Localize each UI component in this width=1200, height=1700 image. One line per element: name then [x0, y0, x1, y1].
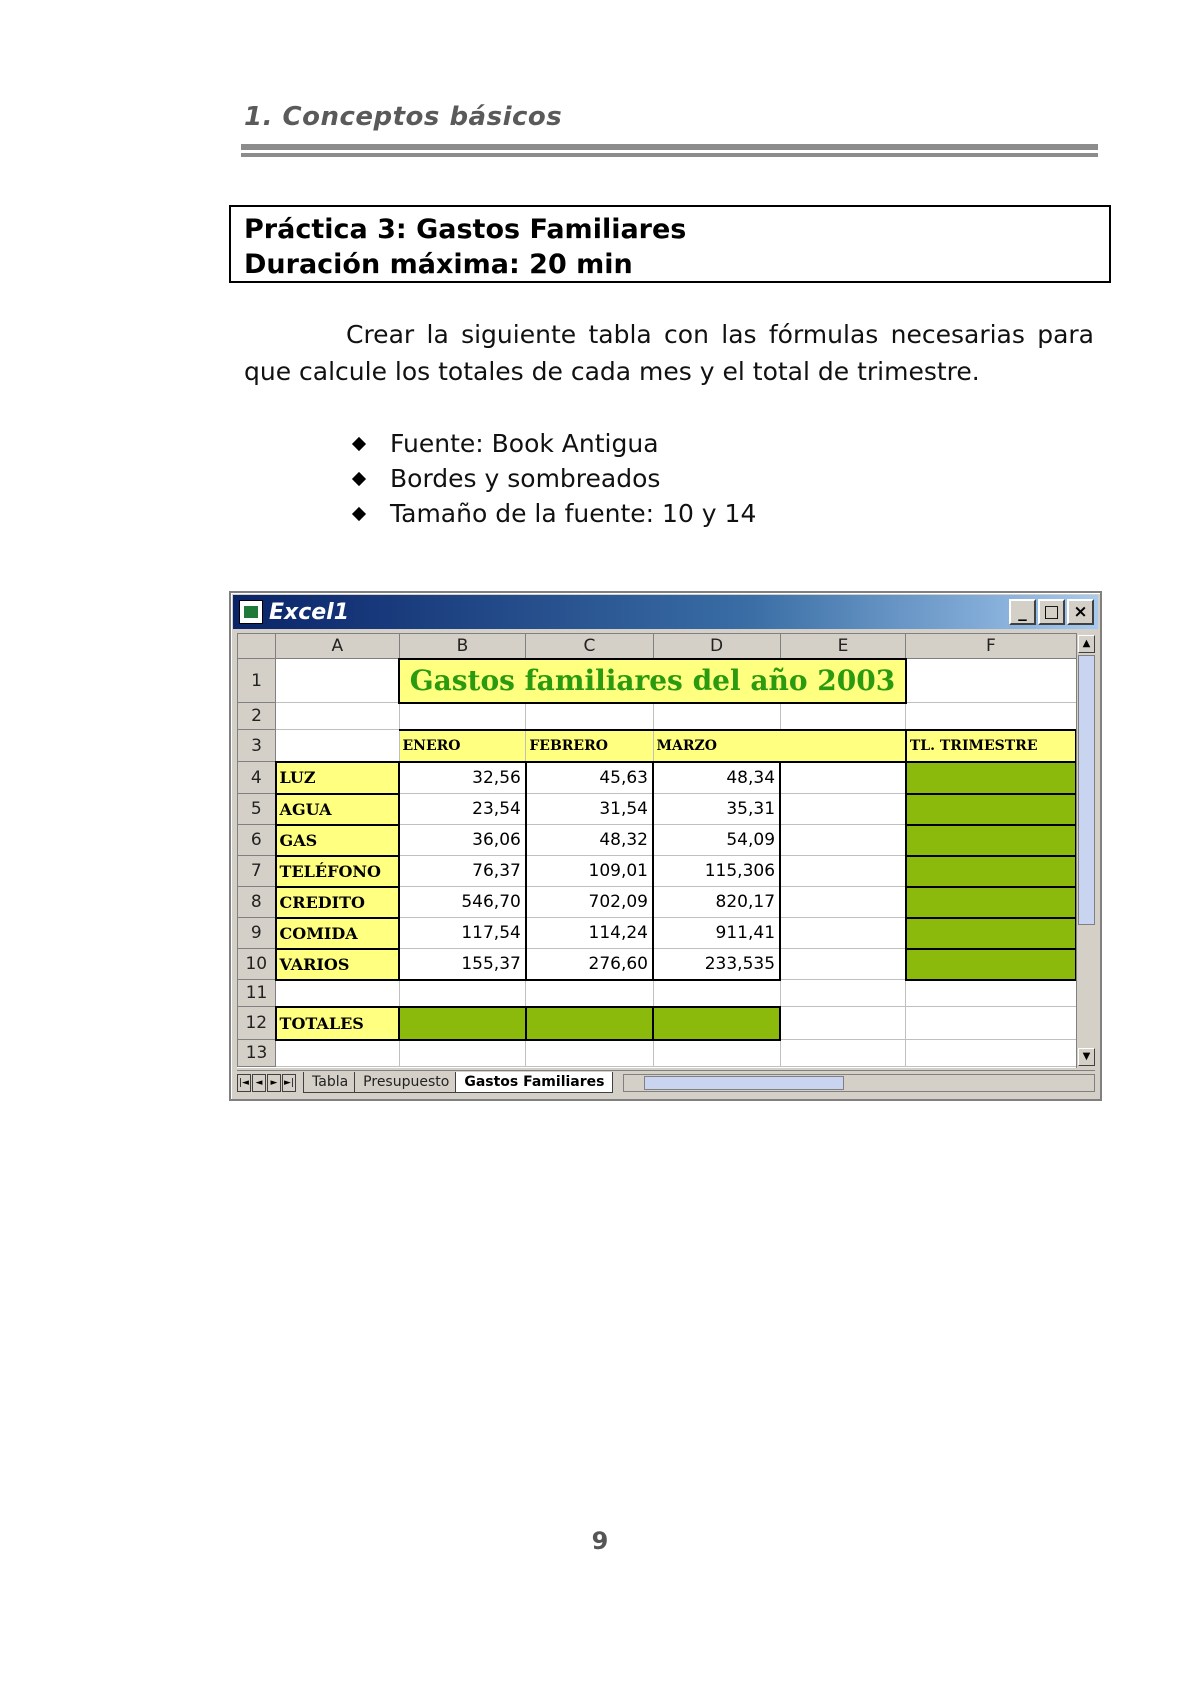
diamond-bullet-icon [352, 436, 366, 450]
cell[interactable] [276, 703, 399, 730]
cell[interactable] [526, 980, 653, 1007]
row-header-4[interactable]: 4 [238, 762, 276, 794]
vertical-scroll-thumb[interactable] [1078, 655, 1095, 925]
cell[interactable] [526, 1040, 653, 1067]
intro-paragraph: Crear la siguiente tabla con las fórmulas necesarias para que calcule los totales de cada mes y el total de trimestre. [244, 320, 1094, 386]
cell-f1[interactable] [906, 659, 1076, 703]
cell-value[interactable]: 23,54 [399, 794, 526, 825]
tab-gastos-familiares[interactable]: Gastos Familiares [455, 1072, 613, 1093]
sheet-title-cell[interactable]: Gastos familiares del año 2003 [399, 659, 906, 703]
cell-value[interactable]: 117,54 [399, 918, 526, 949]
row-header-5[interactable]: 5 [238, 794, 276, 825]
page-number: 9 [591, 1527, 609, 1555]
totals-label[interactable]: TOTALES [276, 1007, 399, 1040]
column-header-c[interactable]: C [526, 634, 653, 659]
horizontal-scrollbar[interactable] [623, 1074, 1095, 1092]
total-marzo-cell[interactable] [653, 1007, 780, 1040]
last-sheet-nav-icon[interactable]: ►| [282, 1074, 296, 1092]
close-button[interactable]: × [1067, 599, 1094, 625]
cell-value[interactable]: 32,56 [399, 762, 526, 794]
total-trimestre-cell[interactable] [906, 918, 1076, 949]
header-enero[interactable]: ENERO [399, 730, 526, 762]
column-header-d[interactable]: D [653, 634, 780, 659]
cell[interactable] [780, 1040, 906, 1067]
prev-sheet-nav-icon[interactable]: ◄ [252, 1074, 266, 1092]
total-trimestre-cell[interactable] [906, 887, 1076, 918]
bullet-list [352, 426, 756, 531]
total-febrero-cell[interactable] [526, 1007, 653, 1040]
cell[interactable] [653, 1040, 780, 1067]
cell[interactable] [780, 980, 906, 1007]
cell-value[interactable]: 48,32 [526, 825, 653, 856]
next-sheet-nav-icon[interactable]: ► [267, 1074, 281, 1092]
item-label[interactable]: VARIOS [276, 949, 399, 980]
column-header-a[interactable]: A [276, 634, 399, 659]
header-total-trimestre[interactable]: TL. TRIMESTRE [906, 730, 1076, 762]
row-header-3[interactable]: 3 [238, 730, 276, 762]
cell-value[interactable]: 911,41 [653, 918, 780, 949]
row-header-10[interactable]: 10 [238, 949, 276, 980]
cell[interactable] [906, 703, 1076, 730]
window-title: Excel1 [269, 599, 350, 625]
diamond-bullet-icon [352, 471, 366, 485]
window-titlebar[interactable] [233, 595, 1098, 629]
cell-value[interactable]: 702,09 [526, 887, 653, 918]
item-label[interactable]: COMIDA [276, 918, 399, 949]
cell-value[interactable]: 36,06 [399, 825, 526, 856]
row-header-7[interactable]: 7 [238, 856, 276, 887]
cell[interactable] [526, 703, 653, 730]
cell[interactable] [780, 825, 906, 856]
cell[interactable] [399, 980, 526, 1007]
header-marzo[interactable]: MARZO [653, 730, 906, 762]
cell-value[interactable]: 115,306 [653, 856, 780, 887]
spreadsheet-app-icon[interactable] [239, 600, 263, 624]
cell-value[interactable]: 76,37 [399, 856, 526, 887]
practice-duration: Duración máxima: 20 min [244, 249, 633, 280]
cell[interactable] [780, 856, 906, 887]
tab-tabla[interactable]: Tabla [303, 1072, 357, 1093]
cell[interactable] [276, 1040, 399, 1067]
cell-value[interactable]: 276,60 [526, 949, 653, 980]
cell-value[interactable]: 114,24 [526, 918, 653, 949]
total-trimestre-cell[interactable] [906, 825, 1076, 856]
column-header-b[interactable]: B [399, 634, 526, 659]
cell[interactable] [399, 703, 526, 730]
total-trimestre-cell[interactable] [906, 949, 1076, 980]
column-header-f[interactable]: F [906, 634, 1076, 659]
diamond-bullet-icon [352, 506, 366, 520]
cell-value[interactable]: 35,31 [653, 794, 780, 825]
cell[interactable] [780, 1007, 906, 1040]
cell[interactable] [276, 980, 399, 1007]
cell[interactable] [780, 887, 906, 918]
practice-title: Práctica 3: Gastos Familiares [244, 214, 687, 245]
item-label[interactable]: CREDITO [276, 887, 399, 918]
list-item: Fuente: Book Antigua [352, 426, 756, 461]
total-trimestre-cell[interactable] [906, 762, 1076, 794]
cell[interactable] [653, 703, 780, 730]
list-item: Bordes y sombreados [352, 461, 756, 496]
spreadsheet-grid[interactable] [237, 633, 1077, 1068]
cell[interactable] [399, 1040, 526, 1067]
row-header-13[interactable]: 13 [238, 1040, 276, 1067]
cell-value[interactable]: 233,535 [653, 949, 780, 980]
cell[interactable] [276, 730, 399, 762]
excel-window [229, 591, 1102, 1101]
header-febrero[interactable]: FEBRERO [526, 730, 653, 762]
row-header-9[interactable]: 9 [238, 918, 276, 949]
row-header-8[interactable]: 8 [238, 887, 276, 918]
total-trimestre-cell[interactable] [906, 794, 1076, 825]
list-item: Tamaño de la fuente: 10 y 14 [352, 496, 756, 531]
scroll-down-arrow-icon[interactable]: ▼ [1078, 1048, 1095, 1066]
row-header-12[interactable]: 12 [238, 1007, 276, 1040]
row-header-11[interactable]: 11 [238, 980, 276, 1007]
item-label[interactable]: GAS [276, 825, 399, 856]
header-rule-thin [241, 153, 1098, 157]
item-label[interactable]: LUZ [276, 762, 399, 794]
cell[interactable] [780, 949, 906, 980]
cell-value[interactable]: 820,17 [653, 887, 780, 918]
tab-presupuesto[interactable]: Presupuesto [354, 1072, 458, 1093]
cell-value[interactable]: 31,54 [526, 794, 653, 825]
row-header-2[interactable]: 2 [238, 703, 276, 730]
cell-value[interactable]: 48,34 [653, 762, 780, 794]
cell-value[interactable]: 54,09 [653, 825, 780, 856]
horizontal-scroll-thumb[interactable] [644, 1076, 844, 1090]
row-header-1[interactable]: 1 [238, 659, 276, 703]
item-label[interactable]: TELÉFONO [276, 856, 399, 887]
total-trimestre-cell[interactable] [906, 856, 1076, 887]
cell[interactable] [906, 1007, 1076, 1040]
scroll-up-arrow-icon[interactable]: ▲ [1078, 635, 1095, 653]
cell-value[interactable]: 109,01 [526, 856, 653, 887]
cell-value[interactable]: 546,70 [399, 887, 526, 918]
cell[interactable] [780, 762, 906, 794]
sheet-tab-bar [237, 1070, 1095, 1094]
cell[interactable] [906, 1040, 1076, 1067]
column-header-e[interactable]: E [780, 634, 906, 659]
sheet-table [237, 633, 1077, 1067]
first-sheet-nav-icon[interactable]: |◄ [237, 1074, 251, 1092]
total-enero-cell[interactable] [399, 1007, 526, 1040]
row-header-6[interactable]: 6 [238, 825, 276, 856]
item-label[interactable]: AGUA [276, 794, 399, 825]
practice-box [229, 205, 1111, 283]
window-controls [1009, 599, 1094, 625]
cell[interactable] [653, 980, 780, 1007]
select-all-corner[interactable] [238, 634, 276, 659]
cell[interactable] [780, 918, 906, 949]
cell-a1[interactable] [276, 659, 399, 703]
chapter-title: 1. Conceptos básicos [244, 102, 563, 132]
vertical-scrollbar[interactable] [1076, 633, 1096, 1068]
minimize-button[interactable]: _ [1009, 599, 1036, 625]
cell-value[interactable]: 155,37 [399, 949, 526, 980]
header-rule-thick [241, 144, 1098, 150]
cell-value[interactable]: 45,63 [526, 762, 653, 794]
cell[interactable] [780, 703, 906, 730]
cell[interactable] [906, 980, 1076, 1007]
cell[interactable] [780, 794, 906, 825]
maximize-button[interactable]: □ [1038, 599, 1065, 625]
